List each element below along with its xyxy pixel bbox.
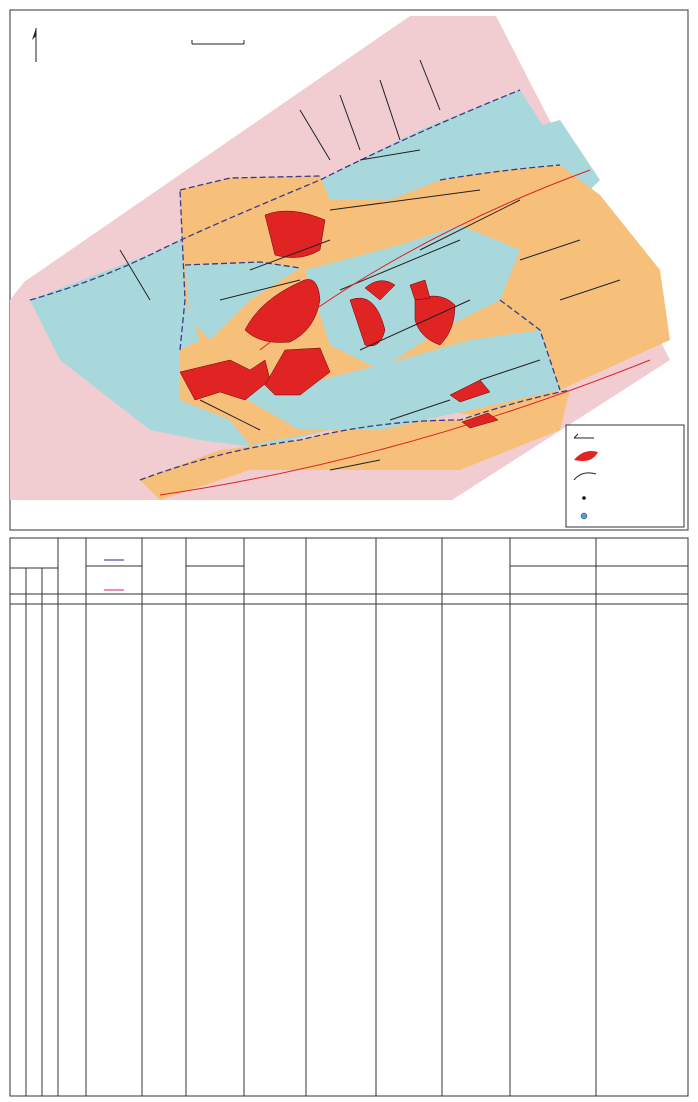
panel-b xyxy=(10,538,688,1096)
legend xyxy=(566,425,684,527)
oilfield-1 xyxy=(265,211,325,258)
